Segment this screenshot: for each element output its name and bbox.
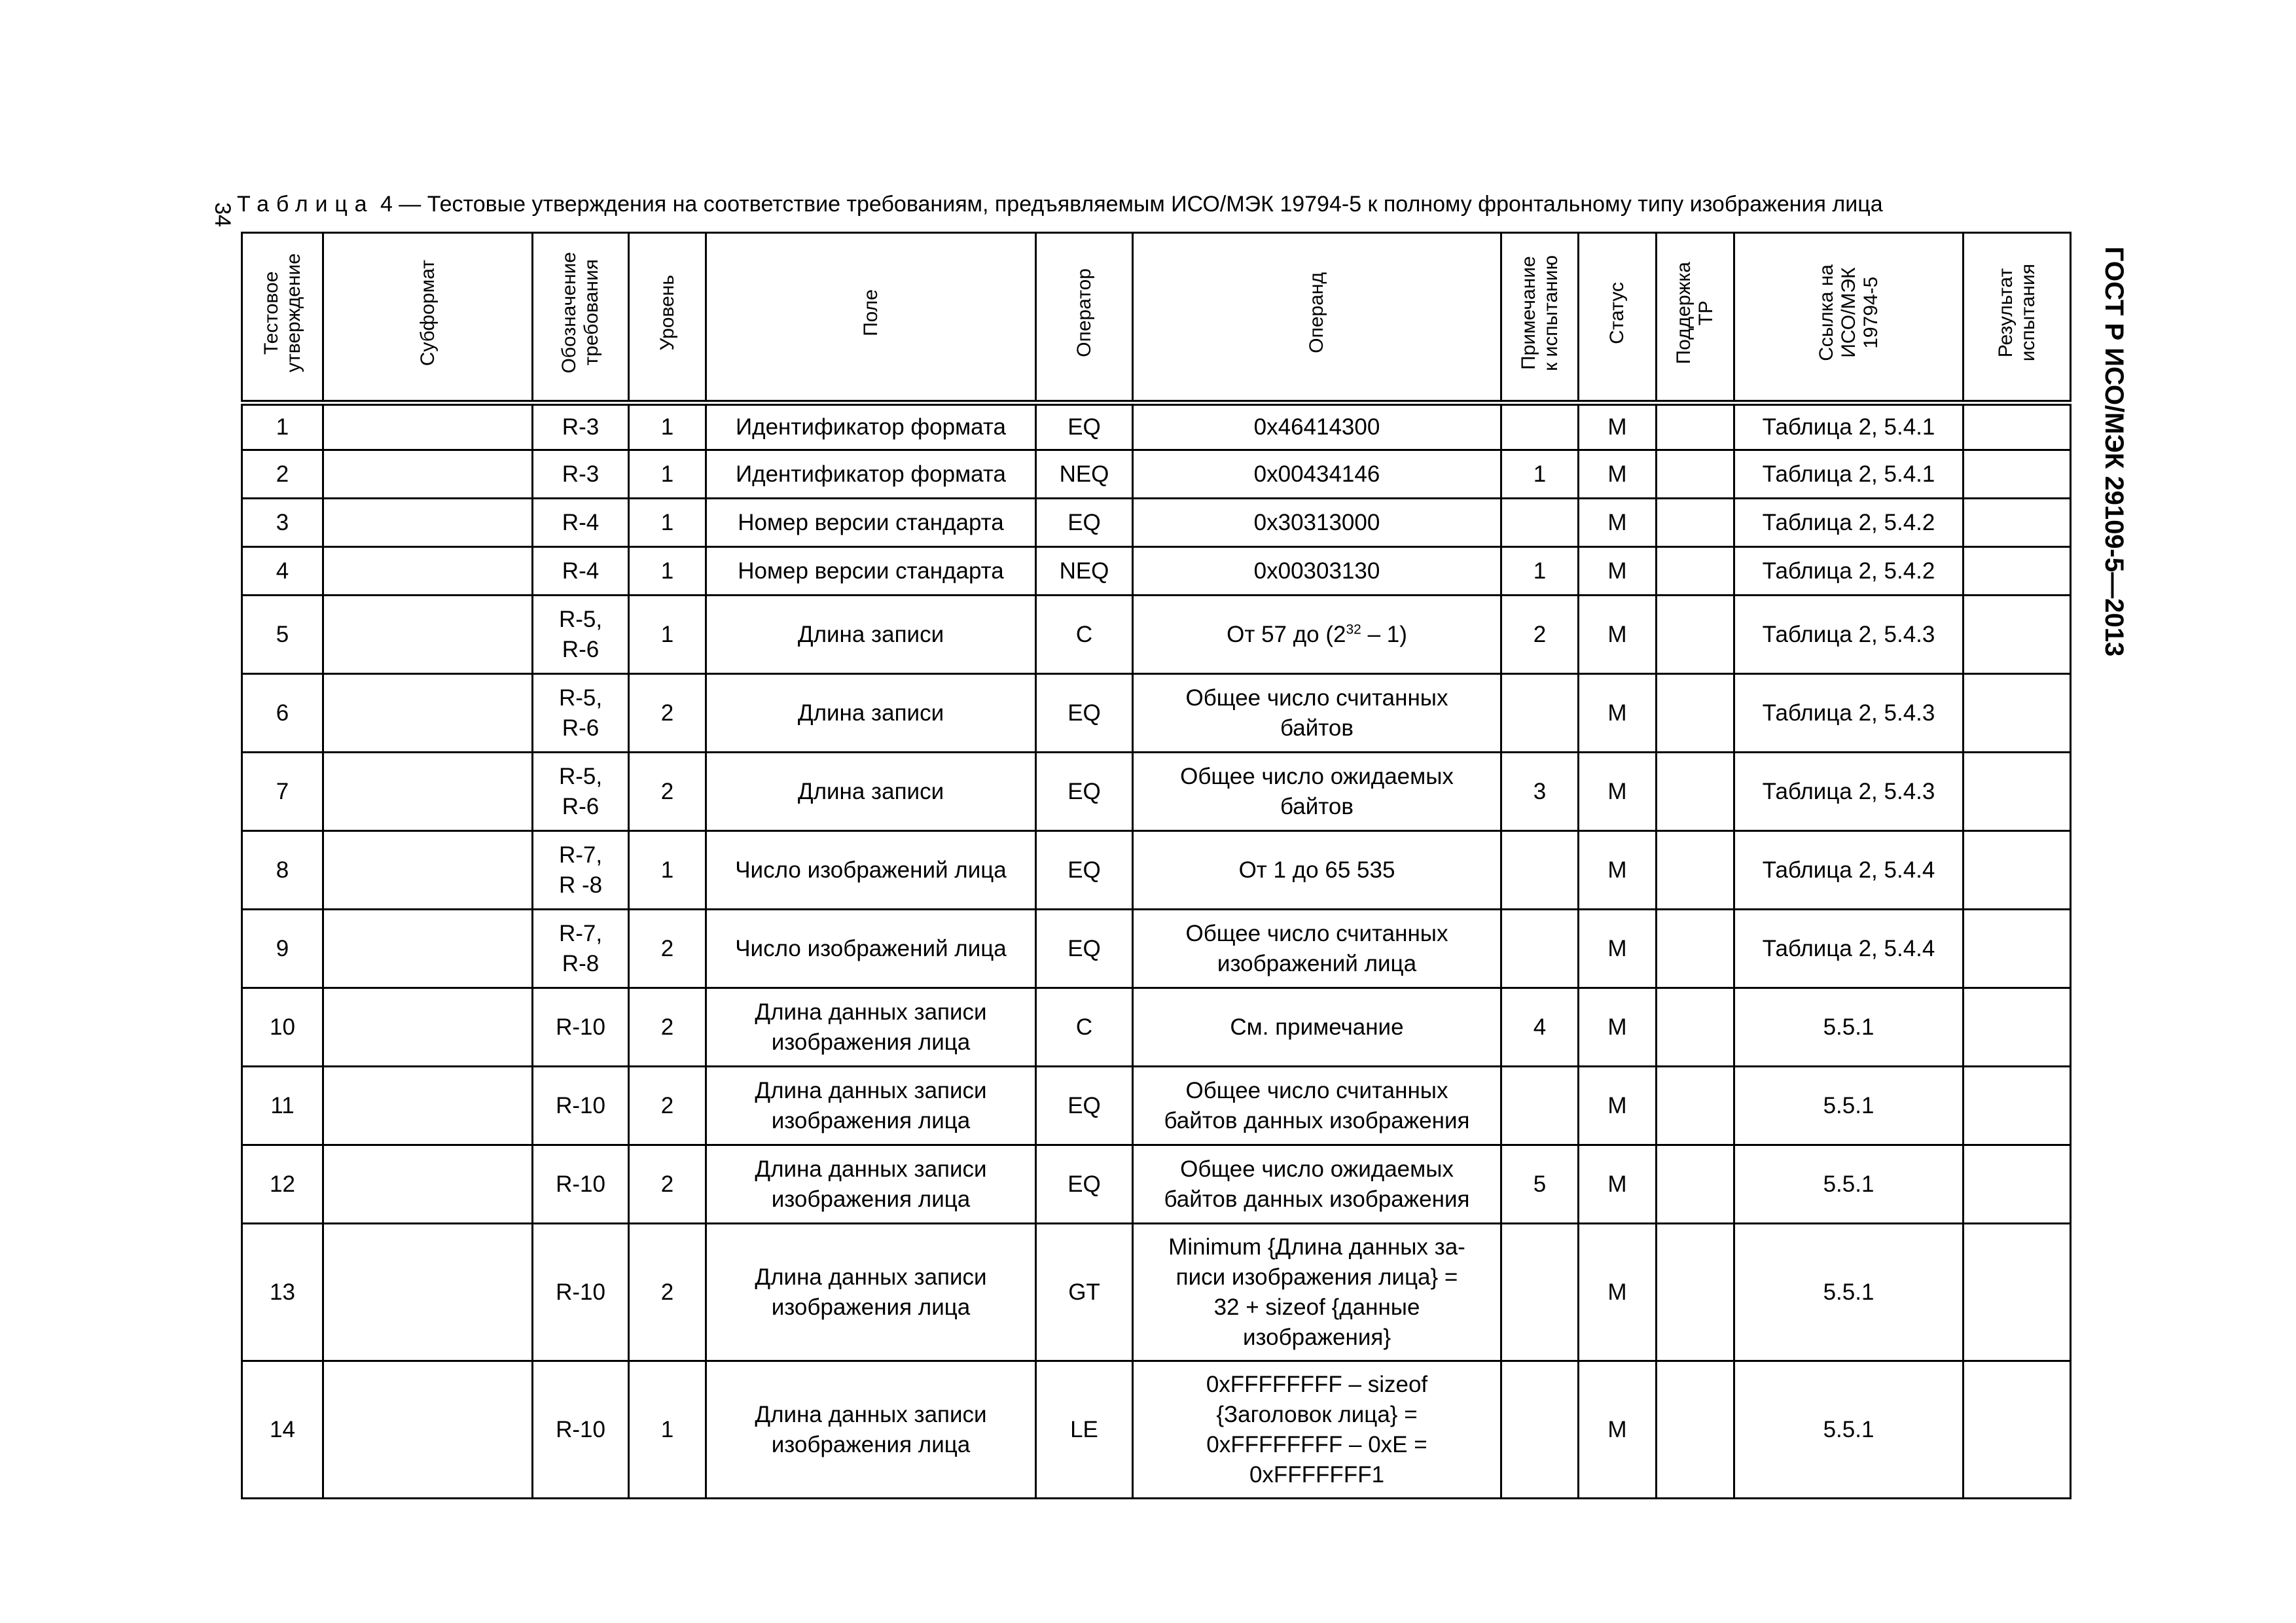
cell-status: M [1579,1361,1657,1499]
cell-operator: GT [1036,1224,1133,1361]
cell-tp-support [1657,547,1734,596]
cell-operand: 0x46414300 [1133,403,1501,450]
header-cell-operand: Операнд [1133,233,1501,403]
cell-assertion-number: 7 [242,753,323,831]
cell-status: M [1579,1224,1657,1361]
caption-text: 4 — Тестовые утверждения на соответствие требованиям, предъявляемым ИСО/МЭК 19794-5 к полному фронтальному типу изображения лица [380,192,1883,217]
cell-reference: 5.5.1 [1734,1224,1964,1361]
cell-status: M [1579,753,1657,831]
cell-requirement: R-3 [533,403,629,450]
cell-assertion-number: 11 [242,1067,323,1145]
table-row [242,596,2071,674]
cell-requirement: R-7, R-8 [533,910,629,988]
cell-note [1501,1361,1579,1499]
table-row [242,674,2071,753]
cell-level: 1 [629,831,706,910]
cell-field: Длина записи [706,674,1036,753]
cell-reference: Таблица 2, 5.4.3 [1734,753,1964,831]
cell-operand: Общее число считанных байтов данных изображения [1133,1067,1501,1145]
cell-result [1964,499,2071,547]
cell-operand: См. примечание [1133,988,1501,1067]
cell-assertion-number: 6 [242,674,323,753]
table-row [242,403,2071,450]
cell-field: Длина данных записи изображения лица [706,1145,1036,1224]
cell-subformat [323,753,533,831]
cell-result [1964,674,2071,753]
cell-tp-support [1657,1067,1734,1145]
cell-status: M [1579,988,1657,1067]
cell-operator: EQ [1036,674,1133,753]
cell-requirement: R-5, R-6 [533,753,629,831]
caption-word: Таблица [237,192,374,217]
header-row [242,233,2071,403]
cell-level: 1 [629,547,706,596]
cell-level: 2 [629,988,706,1067]
cell-field: Номер версии стандарта [706,547,1036,596]
page-number: 34 [210,202,235,227]
cell-requirement: R-10 [533,1145,629,1224]
cell-result [1964,1145,2071,1224]
operand-range-end: – 1) [1361,621,1407,647]
cell-operator: NEQ [1036,547,1133,596]
cell-operator: EQ [1036,499,1133,547]
cell-result [1964,596,2071,674]
cell-operand: Общее число ожидаемых байтов данных изображения [1133,1145,1501,1224]
cell-status: M [1579,596,1657,674]
cell-field: Число изображений лица [706,831,1036,910]
cell-assertion-number: 8 [242,831,323,910]
cell-subformat [323,1145,533,1224]
cell-assertion-number: 13 [242,1224,323,1361]
cell-level: 2 [629,1224,706,1361]
cell-tp-support [1657,831,1734,910]
cell-requirement: R-10 [533,988,629,1067]
cell-tp-support [1657,596,1734,674]
cell-status: M [1579,1067,1657,1145]
cell-level: 1 [629,499,706,547]
table-row [242,1067,2071,1145]
cell-tp-support [1657,753,1734,831]
header-cell-operator: Оператор [1036,233,1133,403]
cell-reference: Таблица 2, 5.4.2 [1734,547,1964,596]
cell-field: Длина данных записи изображения лица [706,1361,1036,1499]
cell-assertion-number: 12 [242,1145,323,1224]
cell-result [1964,753,2071,831]
cell-subformat [323,403,533,450]
cell-level: 1 [629,403,706,450]
cell-field: Длина данных записи изображения лица [706,988,1036,1067]
cell-note [1501,674,1579,753]
cell-level: 2 [629,1067,706,1145]
cell-note [1501,1067,1579,1145]
cell-note [1501,499,1579,547]
cell-field: Длина записи [706,753,1036,831]
cell-operator: EQ [1036,910,1133,988]
table-row [242,988,2071,1067]
cell-assertion-number: 10 [242,988,323,1067]
table-row [242,450,2071,499]
cell-requirement: R-5, R-6 [533,674,629,753]
cell-reference: Таблица 2, 5.4.1 [1734,450,1964,499]
cell-operand [1133,596,1501,674]
cell-operator: C [1036,988,1133,1067]
cell-assertion-number: 5 [242,596,323,674]
cell-status: M [1579,450,1657,499]
cell-result [1964,1224,2071,1361]
cell-result [1964,403,2071,450]
table-row [242,831,2071,910]
cell-operand: 0x00434146 [1133,450,1501,499]
cell-status: M [1579,499,1657,547]
cell-assertion-number: 3 [242,499,323,547]
table-row [242,547,2071,596]
cell-tp-support [1657,674,1734,753]
cell-result [1964,450,2071,499]
cell-tp-support [1657,1145,1734,1224]
cell-note [1501,831,1579,910]
cell-tp-support [1657,403,1734,450]
cell-subformat [323,674,533,753]
cell-subformat [323,988,533,1067]
header-cell-field: Поле [706,233,1036,403]
header-cell-test-note: Примечание к испытанию [1501,233,1579,403]
test-assertions-table [241,232,2072,1499]
cell-requirement: R-4 [533,499,629,547]
cell-requirement: R-10 [533,1224,629,1361]
cell-reference: Таблица 2, 5.4.3 [1734,674,1964,753]
cell-reference: 5.5.1 [1734,1067,1964,1145]
cell-level: 2 [629,753,706,831]
document-code: ГОСТ Р ИСО/МЭК 29109-5—2013 [2100,246,2128,657]
cell-note: 1 [1501,547,1579,596]
header-cell-status: Статус [1579,233,1657,403]
cell-operator: EQ [1036,831,1133,910]
cell-note [1501,403,1579,450]
cell-operand: Общее число считанных байтов [1133,674,1501,753]
cell-operand: Общее число ожидаемых байтов [1133,753,1501,831]
cell-reference: Таблица 2, 5.4.3 [1734,596,1964,674]
cell-subformat [323,1224,533,1361]
cell-field: Длина записи [706,596,1036,674]
cell-requirement: R-10 [533,1361,629,1499]
cell-result [1964,1361,2071,1499]
cell-level: 1 [629,1361,706,1499]
cell-subformat [323,499,533,547]
cell-tp-support [1657,988,1734,1067]
cell-requirement: R-5, R-6 [533,596,629,674]
cell-subformat [323,596,533,674]
table-row [242,910,2071,988]
cell-assertion-number: 4 [242,547,323,596]
cell-requirement: R-10 [533,1067,629,1145]
cell-subformat [323,1361,533,1499]
cell-assertion-number: 1 [242,403,323,450]
cell-assertion-number: 9 [242,910,323,988]
cell-subformat [323,1067,533,1145]
cell-field: Длина данных записи изображения лица [706,1224,1036,1361]
cell-level: 2 [629,674,706,753]
table-row [242,499,2071,547]
cell-reference: Таблица 2, 5.4.1 [1734,403,1964,450]
cell-operand: Minimum {Длина данных за- писи изображения лица} = 32 + sizeof {данные изображения} [1133,1224,1501,1361]
cell-tp-support [1657,1361,1734,1499]
cell-level: 2 [629,910,706,988]
cell-operand: Общее число считанных изображений лица [1133,910,1501,988]
cell-requirement: R-7, R -8 [533,831,629,910]
cell-operator: EQ [1036,1067,1133,1145]
cell-status: M [1579,674,1657,753]
cell-operand: От 1 до 65 535 [1133,831,1501,910]
cell-note: 1 [1501,450,1579,499]
cell-note: 5 [1501,1145,1579,1224]
cell-note [1501,910,1579,988]
operand-exponent: 32 [1346,621,1361,637]
header-cell-level: Уровень [629,233,706,403]
cell-requirement: R-3 [533,450,629,499]
table-row [242,1224,2071,1361]
cell-assertion-number: 2 [242,450,323,499]
cell-status: M [1579,831,1657,910]
cell-result [1964,547,2071,596]
cell-result [1964,1067,2071,1145]
cell-reference: Таблица 2, 5.4.4 [1734,831,1964,910]
header-cell-reference: Ссылка на ИСО/МЭК 19794-5 [1734,233,1964,403]
table-row [242,1145,2071,1224]
cell-operand: 0x30313000 [1133,499,1501,547]
cell-subformat [323,910,533,988]
cell-result [1964,910,2071,988]
cell-level: 2 [629,1145,706,1224]
cell-field: Число изображений лица [706,910,1036,988]
cell-result [1964,831,2071,910]
table-row [242,753,2071,831]
cell-reference: 5.5.1 [1734,1361,1964,1499]
cell-operator: C [1036,596,1133,674]
cell-subformat [323,450,533,499]
cell-tp-support [1657,910,1734,988]
cell-reference: 5.5.1 [1734,1145,1964,1224]
cell-status: M [1579,547,1657,596]
cell-reference: 5.5.1 [1734,988,1964,1067]
cell-subformat [323,547,533,596]
cell-operator: EQ [1036,753,1133,831]
header-cell-test-result: Результат испытания [1964,233,2071,403]
cell-operand: 0x00303130 [1133,547,1501,596]
cell-note: 2 [1501,596,1579,674]
cell-level: 1 [629,596,706,674]
cell-reference: Таблица 2, 5.4.2 [1734,499,1964,547]
cell-result [1964,988,2071,1067]
cell-field: Номер версии стандарта [706,499,1036,547]
cell-field: Идентификатор формата [706,450,1036,499]
cell-operator: EQ [1036,403,1133,450]
cell-status: M [1579,403,1657,450]
cell-reference: Таблица 2, 5.4.4 [1734,910,1964,988]
cell-level: 1 [629,450,706,499]
header-cell-tp-support: Поддержка ТР [1657,233,1734,403]
cell-operator: LE [1036,1361,1133,1499]
cell-operand: 0xFFFFFFFF – sizeof {Заголовок лица} = 0xFFFFFFFF – 0xE = 0xFFFFFFF1 [1133,1361,1501,1499]
cell-field: Идентификатор формата [706,403,1036,450]
table-row [242,1361,2071,1499]
cell-tp-support [1657,1224,1734,1361]
cell-status: M [1579,910,1657,988]
operand-range-start: От 57 до (2 [1227,621,1346,647]
table-caption [237,185,2070,224]
cell-note: 4 [1501,988,1579,1067]
header-cell-requirement-id: Обозначение требования [533,233,629,403]
header-cell-subformat: Субформат [323,233,533,403]
cell-assertion-number: 14 [242,1361,323,1499]
cell-requirement: R-4 [533,547,629,596]
header-cell-test-assertion: Тестовое утверждение [242,233,323,403]
cell-tp-support [1657,450,1734,499]
cell-note [1501,1224,1579,1361]
cell-operator: NEQ [1036,450,1133,499]
cell-field: Длина данных записи изображения лица [706,1067,1036,1145]
cell-subformat [323,831,533,910]
cell-operator: EQ [1036,1145,1133,1224]
cell-status: M [1579,1145,1657,1224]
cell-tp-support [1657,499,1734,547]
cell-note: 3 [1501,753,1579,831]
